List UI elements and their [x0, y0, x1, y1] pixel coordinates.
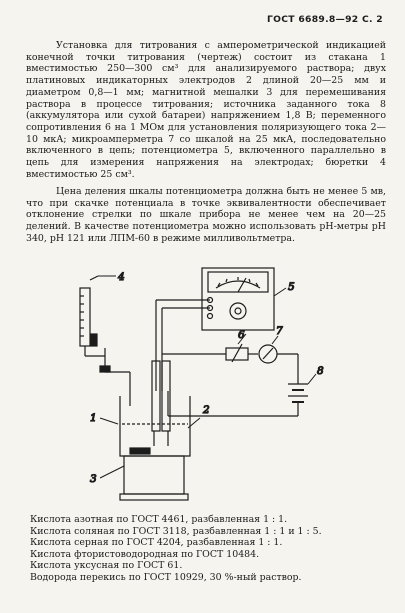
- reagent-item: Кислота азотная по ГОСТ 4461, разбавленная 1 : 1.: [30, 514, 288, 525]
- burette: [80, 276, 130, 406]
- variable-resistor: [226, 334, 248, 362]
- beaker: [100, 396, 200, 456]
- titration-apparatus-drawing: [60, 256, 360, 506]
- figure-label-6: 6: [238, 329, 245, 341]
- figure-label-3: 3: [90, 473, 97, 485]
- microammeter: [259, 336, 278, 363]
- potentiometer: [202, 268, 286, 330]
- reagent-item: Кислота фтористоводородная по ГОСТ 10484.: [30, 548, 260, 560]
- page-header: ГОСТ 6689.8—92 С. 2: [266, 14, 383, 25]
- reagent-item: Кислота серная по ГОСТ 4204, разбавленная 1 : 1.: [30, 537, 283, 549]
- figure-label-2: 2: [203, 404, 210, 416]
- electrodes: [152, 361, 170, 446]
- figure-label-7: 7: [276, 325, 283, 337]
- reagent-list: [30, 514, 390, 584]
- potentiometer-note: Цена деления шкалы потенциометра должна быть не менее 5 мв, что при скачке потенциала в точке эквивалентности обеспечивает отклонение стрелки по шкале прибора не менее чем на 20—25 делений. В качестве потенциометра можно использовать рН-метры рН 340, рН 121 или ЛПМ-60 в режиме милливольтметра.: [26, 186, 386, 244]
- figure-label-5: 5: [288, 281, 295, 293]
- reagent-item: Кислота уксусная по ГОСТ 61.: [30, 560, 183, 572]
- figure-label-4: 4: [118, 271, 125, 283]
- reagent-item: Кислота соляная по ГОСТ 3118, разбавленная 1 : 1 и 1 : 5.: [30, 525, 322, 537]
- reagent-item: Водорода перекись по ГОСТ 10929, 30 %-ный раствор.: [30, 571, 302, 583]
- apparatus-description: Установка для титрования с амперометрической индикацией конечной точки титрования (чертеж) состоит из стакана 1 вместимостью 250—300 см³ для анализируемого раствора; двух платиновых индикаторных электродов 2 длиной 20—25 мм и диаметром 0,8—1 мм; магнитной мешалки 3 для перемешивания раствора в процессе титрования; источника заданного тока 8 (аккумулятора или сухой батареи) напряжением 1,8 В; переменного сопротивления 6 на 1 МОм для установления поляризующего тока 2—10 мкА; микроамперметра 7 со шкалой на 25 мкА, последовательно включенного в цепь; потенциометра 5, включенного параллельно в цепь для измерения напряжения на электродах; бюретки 4 вместимостью 25 см³.: [26, 40, 386, 180]
- battery: [288, 374, 316, 402]
- magnetic-stirrer: [100, 456, 188, 500]
- figure-label-8: 8: [317, 365, 324, 377]
- figure-label-1: 1: [90, 412, 97, 424]
